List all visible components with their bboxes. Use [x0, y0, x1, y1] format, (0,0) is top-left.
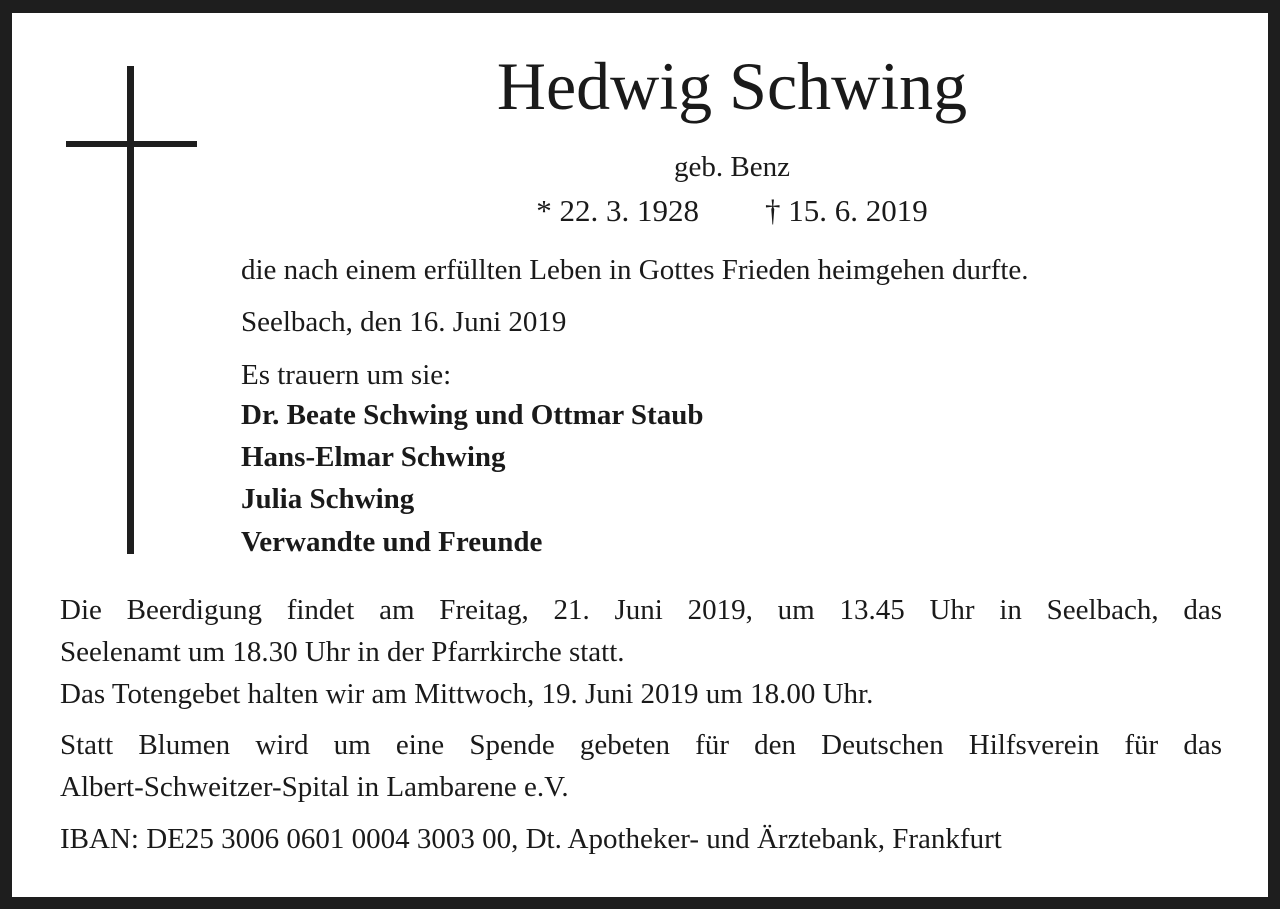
intro-text: die nach einem erfüllten Leben in Gottes Frieden heimgehen durfte.: [241, 254, 1029, 286]
life-dates: [240, 193, 1224, 229]
donation-line: Albert-Schweitzer-Spital in Lambarene e.V.: [60, 771, 569, 803]
bank-details: [60, 818, 1222, 860]
prayer-line: Das Totengebet halten wir am Mittwoch, 19. Juni 2019 um 18.00 Uhr.: [60, 678, 874, 710]
mourner-item: Verwandte und Freunde: [241, 526, 543, 558]
iban-text: IBAN: DE25 3006 0601 0004 3003 00, Dt. Apotheker- und Ärztebank, Frankfurt: [60, 823, 1002, 855]
funeral-info: [60, 589, 1222, 715]
mourner-item: Dr. Beate Schwing und Ottmar Staub: [241, 399, 704, 431]
place-date: Seelbach, den 16. Juni 2019: [241, 306, 567, 338]
mourner-item: Julia Schwing: [241, 483, 415, 515]
donation-line: Statt Blumen wird um eine Spende gebeten für den Deutschen Hilfsverein für das: [60, 729, 1222, 761]
mourner-item: Hans-Elmar Schwing: [241, 441, 506, 473]
maiden-name: geb. Benz: [674, 151, 790, 183]
death-date: † 15. 6. 2019: [765, 193, 928, 228]
cross-icon-horizontal-bar: [66, 141, 197, 147]
donation-info: [60, 724, 1222, 808]
birth-date: * 22. 3. 1928: [536, 193, 699, 228]
mourners-intro: Es trauern um sie:: [241, 359, 452, 391]
funeral-line: Die Beerdigung findet am Freitag, 21. Juni 2019, um 13.45 Uhr in Seelbach, das: [60, 594, 1222, 626]
cross-icon-vertical-bar: [127, 66, 134, 554]
deceased-name: Hedwig Schwing: [496, 48, 968, 124]
funeral-line: Seelenamt um 18.30 Uhr in der Pfarrkirche statt.: [60, 636, 625, 668]
